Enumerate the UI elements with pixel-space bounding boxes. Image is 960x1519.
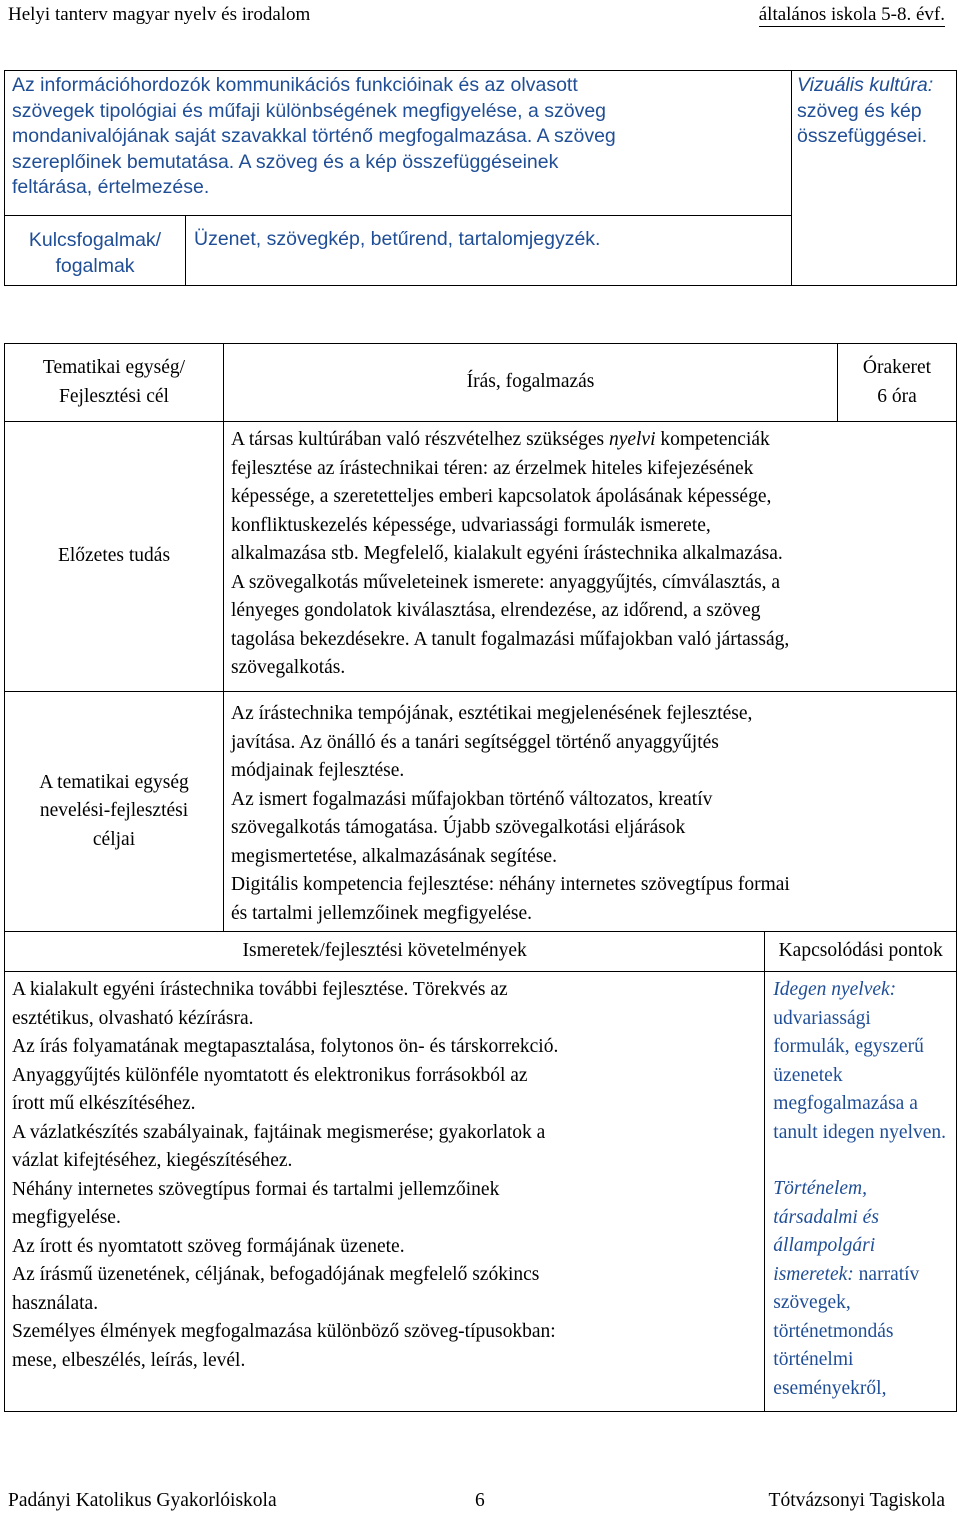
req-text-cell	[5, 972, 765, 1412]
hours-cell	[838, 344, 957, 422]
hours-label: Órakeret	[862, 357, 932, 378]
intro-text	[12, 73, 785, 201]
text-line: szereplőinek bemutatása. A szöveg és a kép összefüggéseinek	[12, 150, 559, 173]
unit-title-cell	[224, 344, 838, 422]
header-right: általános iskola 5-8. évf.	[758, 4, 945, 25]
goals-label	[5, 769, 223, 855]
text-line: Történelem,	[773, 1178, 867, 1199]
text-line: Az ismert fogalmazási műfajokban történő változatos, kreatív	[231, 788, 713, 810]
text-line: javítása. Az önálló és a tanári segítséggel történő anyaggyűjtés	[231, 731, 719, 753]
text-line: konfliktuskezelés képessége, udvariassági formulák ismerete,	[231, 514, 711, 536]
unit-table	[4, 343, 957, 1412]
text-line: Az információhordozók kommunikációs funkcióinak és az olvasott	[12, 74, 578, 96]
text-line: társadalmi és	[773, 1206, 879, 1228]
link-title: Vizuális kultúra:	[796, 74, 934, 96]
text-line: használata.	[12, 1292, 99, 1314]
text-fragment: kompetenciák	[655, 429, 770, 450]
key-label	[5, 228, 185, 279]
text-line: és tartalmi jellemzőinek megfigyelése.	[231, 902, 533, 924]
text-line: képessége, a szeretetteljes emberi kapcsolatok ápolásának képessége,	[231, 486, 772, 507]
conn-header: Kapcsolódási pontok	[778, 940, 943, 962]
hours-value: 6 óra	[877, 385, 917, 407]
conn2-last-text: narratív	[853, 1263, 920, 1285]
conn2-text	[773, 1289, 952, 1403]
goals-text-cell	[224, 692, 957, 932]
req-header-cell	[5, 932, 765, 972]
req-header: Ismeretek/fejlesztési követelmények	[242, 940, 527, 962]
intro-text-cell	[5, 71, 792, 216]
text-line: Kulcsfogalmak/	[28, 229, 162, 251]
prior-text	[231, 426, 952, 683]
conn-spacer	[773, 1147, 952, 1175]
text-line: szövegalkotás támogatása. Újabb szövegalkotási eljárások	[231, 817, 686, 838]
text-line: Személyes élmények megfogalmazása különböző szöveg-típusokban:	[12, 1321, 556, 1342]
text-line: módjainak fejlesztése.	[231, 760, 405, 781]
text-line: történelmi	[773, 1349, 854, 1370]
text-line: szöveg és kép	[796, 99, 922, 122]
text-line: A vázlatkészítés szabályainak, fajtáinak megismerése; gyakorlatok a	[12, 1121, 546, 1143]
text-line: eseményekről,	[773, 1377, 887, 1399]
text-line: szövegalkotás.	[231, 657, 346, 678]
key-value: Üzenet, szövegkép, betűrend, tartalomjegyzék.	[194, 228, 601, 250]
footer-page-number: 6	[475, 1490, 485, 1511]
text-line: állampolgári	[773, 1235, 876, 1256]
text-line: szövegek,	[773, 1292, 851, 1313]
text-line: üzenetek	[773, 1064, 843, 1086]
unit-title: Írás, fogalmazás	[466, 371, 595, 393]
text-line: történetmondás	[773, 1320, 894, 1342]
text-line: Az írás folyamatának megtapasztalása, folytonos ön- és társkorrekció.	[12, 1036, 559, 1057]
conn1-text	[773, 1005, 952, 1148]
text-line: Tematikai egység/	[42, 357, 186, 378]
goals-label-cell	[5, 692, 224, 932]
text-line: nevelési-fejlesztési	[39, 800, 189, 822]
unit-label-cell	[5, 344, 224, 422]
link-text	[797, 99, 952, 150]
conn2-title	[773, 1175, 952, 1261]
conn2-title-line	[773, 1261, 952, 1290]
footer-left: Padányi Katolikus Gyakorlóiskola	[8, 1490, 277, 1511]
conn2-last-title: ismeretek:	[773, 1263, 854, 1285]
goals-text	[231, 700, 952, 928]
text-line: tanult idegen nyelven.	[773, 1121, 947, 1143]
text-line: megismertetése, alkalmazásának segítése.	[231, 845, 557, 867]
text-line: megfigyelése.	[12, 1207, 121, 1228]
unit-label	[5, 354, 223, 411]
text-line: céljai	[92, 828, 136, 850]
text-line: mondanivalójának saját szavakkal történő megfogalmazása. A szöveg	[12, 125, 616, 147]
key-label-cell	[5, 216, 186, 286]
text-line: Digitális kompetencia fejlesztése: néhány internetes szövegtípus formai	[231, 874, 790, 895]
text-line: udvariassági	[773, 1007, 871, 1029]
text-line: mese, elbeszélés, leírás, levél.	[12, 1349, 246, 1371]
key-value-cell	[186, 216, 792, 286]
text-line	[231, 426, 952, 455]
text-line: írott mű elkészítéséhez.	[12, 1093, 196, 1114]
header-left: Helyi tanterv magyar nyelv és irodalom	[8, 4, 311, 25]
prior-label: Előzetes tudás	[57, 545, 171, 567]
text-line: A szövegalkotás műveleteinek ismerete: anyaggyűjtés, címválasztás, a	[231, 571, 781, 593]
text-line: esztétikus, olvasható kézírásra.	[12, 1007, 254, 1029]
text-line: fogalmak	[55, 254, 135, 277]
prior-label-cell	[5, 422, 224, 692]
text-line: Anyaggyűjtés különféle nyomtatott és elektronikus forrásokból az	[12, 1064, 528, 1086]
text-fragment: A társas kultúrában való részvételhez szükséges	[231, 429, 609, 450]
text-line: feltárása, értelmezése.	[12, 176, 210, 198]
text-line: megfogalmazása a	[773, 1093, 918, 1114]
text-line: Fejlesztési cél	[59, 385, 169, 407]
text-line: Az írástechnika tempójának, esztétikai megjelenésének fejlesztése,	[231, 703, 753, 724]
text-line: lényeges gondolatok kiválasztása, elrendezése, az időrend, a szöveg	[231, 600, 761, 621]
text-line: szövegek tipológiai és műfaji különbségének megfigyelése, a szöveg	[12, 99, 607, 122]
text-line: Az írásmű üzenetének, céljának, befogadójának megfelelő szókincs	[12, 1264, 540, 1285]
text-line: Néhány internetes szövegtípus formai és tartalmi jellemzőinek	[12, 1178, 500, 1200]
text-line: összefüggései.	[796, 125, 928, 147]
text-line: A tematikai egység	[39, 771, 189, 793]
intro-table	[4, 70, 957, 286]
text-line: A kialakult egyéni írástechnika további fejlesztése. Törekvés az	[12, 979, 508, 1000]
text-line: vázlat kifejtéséhez, kiegészítéséhez.	[12, 1150, 293, 1171]
req-text	[12, 976, 760, 1375]
conn-text-cell	[765, 972, 957, 1412]
text-line: alkalmazása stb. Megfelelő, kialakult egyéni írástechnika alkalmazása.	[231, 543, 783, 564]
conn-header-cell	[765, 932, 957, 972]
text-line: Az írott és nyomtatott szöveg formájának üzenete.	[12, 1235, 405, 1257]
text-line: formulák, egyszerű	[773, 1036, 924, 1057]
text-fragment: nyelvi	[608, 429, 656, 450]
footer-right: Tótvázsonyi Tagiskola	[768, 1490, 945, 1511]
prior-text-cell	[224, 422, 957, 692]
text-line: tagolása bekezdésekre. A tanult fogalmazási műfajokban való jártasság,	[231, 628, 790, 650]
conn1-title: Idegen nyelvek:	[773, 979, 897, 1000]
link-cell	[791, 71, 956, 286]
text-line: fejlesztése az írástechnikai téren: az érzelmek hiteles kifejezésének	[231, 457, 754, 479]
